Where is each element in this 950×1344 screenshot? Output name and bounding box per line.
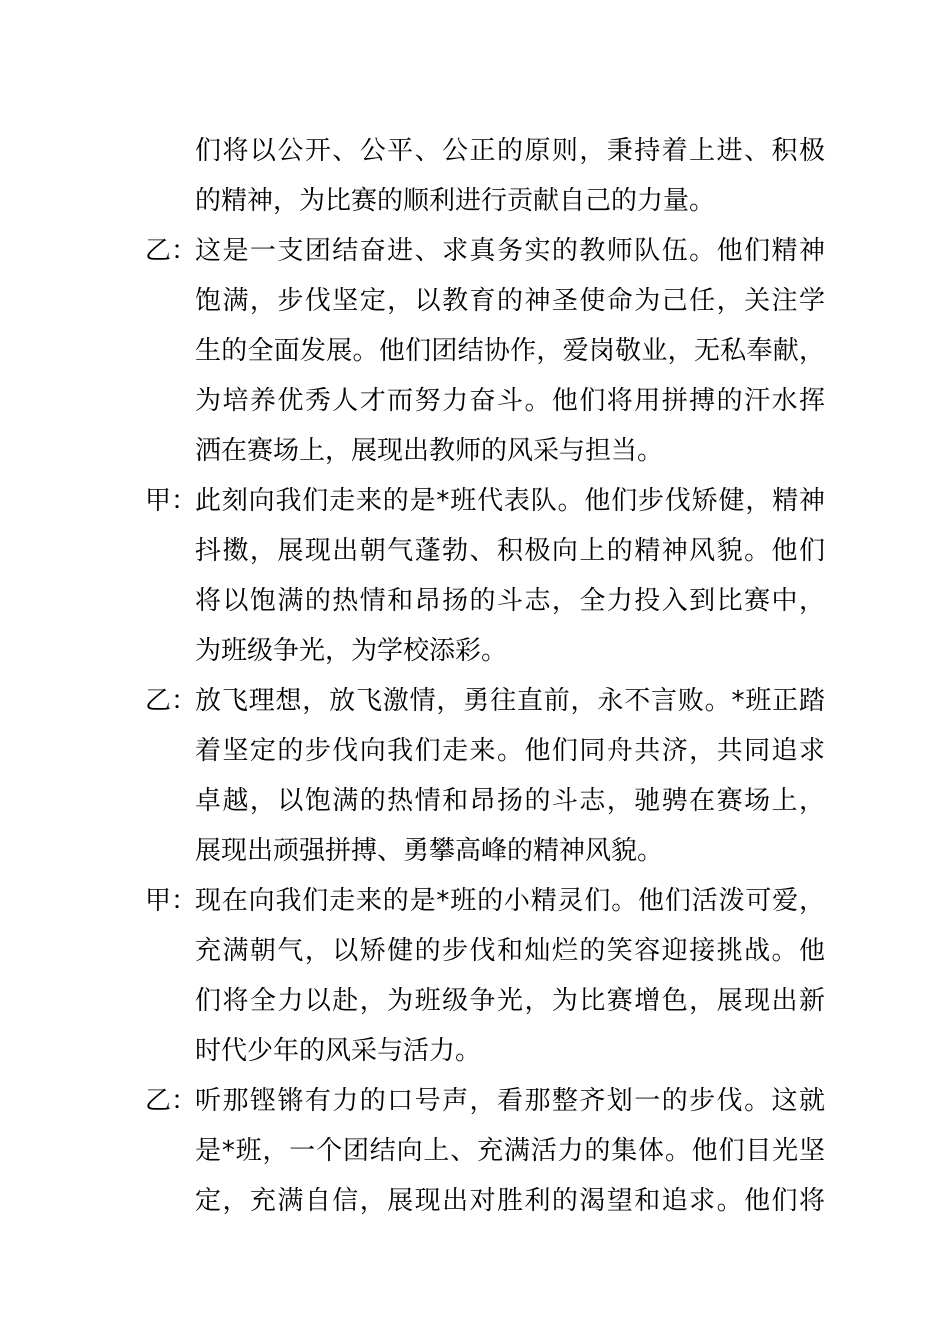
speaker-label — [145, 1176, 195, 1226]
paragraph-line — [145, 126, 825, 176]
speaker-label: 甲： — [145, 486, 198, 516]
line-text: 生的全面发展。他们团结协作，爱岗敬业，无私奉献， — [195, 336, 825, 366]
paragraph-line — [145, 376, 825, 426]
paragraph-line — [145, 326, 825, 376]
speaker-label — [145, 976, 195, 1026]
line-text: 时代少年的风采与活力。 — [195, 1036, 482, 1066]
paragraph-line — [145, 426, 825, 476]
line-text: 这是一支团结奋进、求真务实的教师队伍。他们精神 — [195, 236, 825, 266]
speaker-label — [145, 526, 195, 576]
line-text: 是*班，一个团结向上、充满活力的集体。他们目光坚 — [195, 1136, 825, 1166]
speaker-label — [145, 176, 195, 226]
paragraph-line — [145, 476, 825, 526]
line-text: 抖擞，展现出朝气蓬勃、积极向上的精神风貌。他们 — [195, 536, 825, 566]
speaker-label — [145, 376, 195, 426]
speaker-label — [145, 776, 195, 826]
speaker-label — [145, 326, 195, 376]
line-text: 展现出顽强拼搏、勇攀高峰的精神风貌。 — [195, 836, 664, 866]
speaker-label — [145, 426, 195, 476]
line-text: 饱满，步伐坚定，以教育的神圣使命为己任，关注学 — [195, 286, 825, 316]
speaker-label: 乙： — [145, 236, 198, 266]
paragraph-line — [145, 576, 825, 626]
speaker-label — [145, 276, 195, 326]
paragraph-line — [145, 976, 825, 1026]
line-text: 充满朝气，以矫健的步伐和灿烂的笑容迎接挑战。他 — [195, 936, 825, 966]
line-text: 们将全力以赴，为班级争光，为比赛增色，展现出新 — [195, 986, 825, 1016]
speaker-label — [145, 126, 195, 176]
script-text — [145, 126, 825, 1226]
paragraph-line — [145, 1076, 825, 1126]
speaker-label — [145, 626, 195, 676]
paragraph-line — [145, 926, 825, 976]
speaker-label — [145, 826, 195, 876]
paragraph-line — [145, 526, 825, 576]
paragraph-line — [145, 726, 825, 776]
line-text: 为培养优秀人才而努力奋斗。他们将用拼搏的汗水挥 — [195, 386, 825, 416]
line-text: 将以饱满的热情和昂扬的斗志，全力投入到比赛中， — [195, 586, 825, 616]
paragraph-line — [145, 1026, 825, 1076]
speaker-label: 甲： — [145, 886, 198, 916]
paragraph-line — [145, 876, 825, 926]
line-text: 定，充满自信，展现出对胜利的渴望和追求。他们将 — [195, 1186, 825, 1216]
paragraph-line — [145, 1126, 825, 1176]
line-text: 卓越，以饱满的热情和昂扬的斗志，驰骋在赛场上， — [195, 786, 825, 816]
speaker-label: 乙： — [145, 686, 198, 716]
speaker-label — [145, 726, 195, 776]
speaker-label: 乙： — [145, 1086, 198, 1116]
line-text: 洒在赛场上，展现出教师的风采与担当。 — [195, 436, 664, 466]
line-text: 们将以公开、公平、公正的原则，秉持着上进、积极 — [195, 136, 825, 166]
line-text: 听那铿锵有力的口号声，看那整齐划一的步伐。这就 — [195, 1086, 825, 1116]
line-text: 着坚定的步伐向我们走来。他们同舟共济，共同追求 — [195, 736, 825, 766]
paragraph-line — [145, 626, 825, 676]
paragraph-line — [145, 226, 825, 276]
speaker-label — [145, 1026, 195, 1076]
paragraph-line — [145, 676, 825, 726]
speaker-label — [145, 576, 195, 626]
paragraph-line — [145, 826, 825, 876]
paragraph-line — [145, 1176, 825, 1226]
line-text: 现在向我们走来的是*班的小精灵们。他们活泼可爱， — [195, 886, 825, 916]
line-text: 为班级争光，为学校添彩。 — [195, 636, 508, 666]
paragraph-line — [145, 176, 825, 226]
speaker-label — [145, 926, 195, 976]
paragraph-line — [145, 276, 825, 326]
line-text: 的精神，为比赛的顺利进行贡献自己的力量。 — [195, 186, 716, 216]
line-text: 此刻向我们走来的是*班代表队。他们步伐矫健，精神 — [195, 486, 825, 516]
speaker-label — [145, 1126, 195, 1176]
paragraph-line — [145, 776, 825, 826]
line-text: 放飞理想，放飞激情，勇往直前，永不言败。*班正踏 — [195, 686, 825, 716]
